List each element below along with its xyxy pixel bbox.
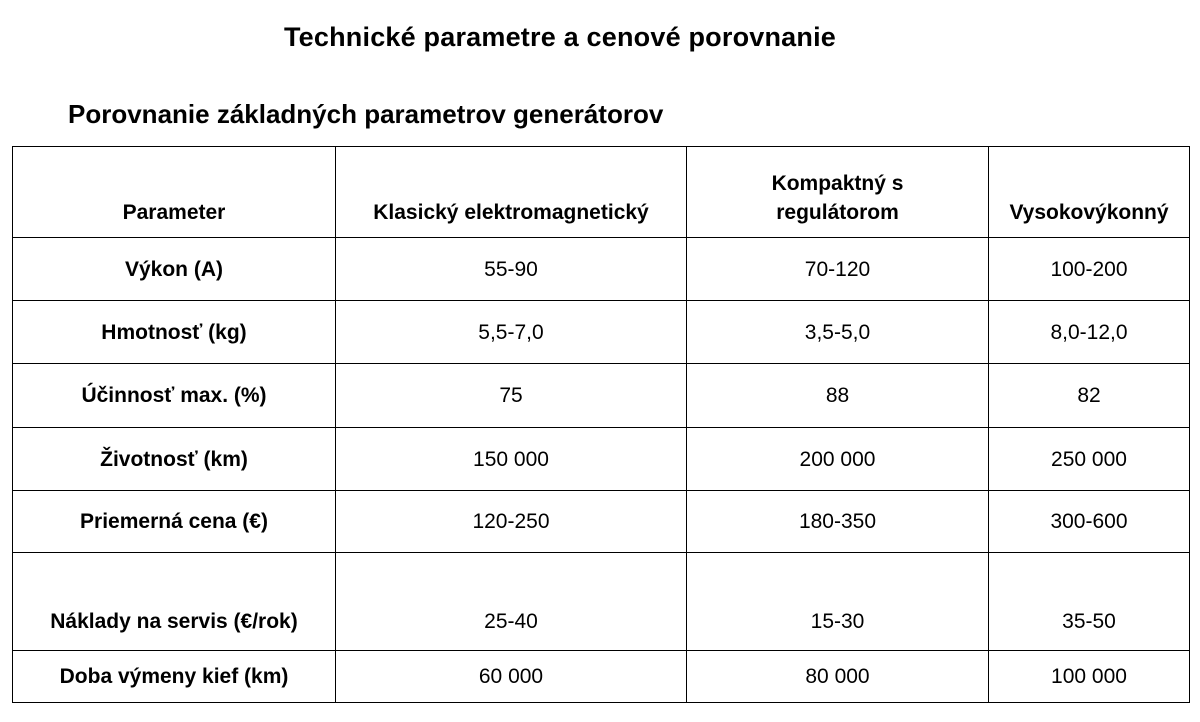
row-parameter-name: Priemerná cena (€) [13, 491, 336, 553]
parameters-table [12, 146, 1190, 703]
table-row [13, 651, 1190, 703]
row-value-vysokovykonny: 8,0-12,0 [989, 301, 1190, 364]
row-value-vysokovykonny: 250 000 [989, 428, 1190, 491]
header-vysokovykonny [989, 147, 1190, 238]
row-parameter-name: Výkon (A) [13, 238, 336, 301]
table-row [13, 428, 1190, 491]
row-value-kompaktny: 88 [687, 364, 989, 428]
page-title: Technické parametre a cenové porovnanie [283, 22, 837, 52]
row-parameter-name: Životnosť (km) [13, 428, 336, 491]
table-row [13, 491, 1190, 553]
header-klasicky: Klasický elektromagnetický [336, 147, 687, 238]
row-parameter-name: Účinnosť max. (%) [13, 364, 336, 428]
row-value-klasicky: 60 000 [336, 651, 687, 703]
row-parameter-name: Náklady na servis (€/rok) [13, 553, 336, 651]
table-row [13, 238, 1190, 301]
row-value-kompaktny: 70-120 [687, 238, 989, 301]
table-row [13, 553, 1190, 651]
section-title: Porovnanie základných parametrov generátorov [68, 99, 664, 129]
table-row [13, 364, 1190, 428]
row-value-vysokovykonny: 100-200 [989, 238, 1190, 301]
row-value-kompaktny: 3,5-5,0 [687, 301, 989, 364]
row-value-vysokovykonny: 300-600 [989, 491, 1190, 553]
row-value-klasicky: 5,5-7,0 [336, 301, 687, 364]
row-value-vysokovykonny: 82 [989, 364, 1190, 428]
row-value-klasicky: 55-90 [336, 238, 687, 301]
row-value-kompaktny: 180-350 [687, 491, 989, 553]
row-value-vysokovykonny: 100 000 [989, 651, 1190, 703]
table-header-row [13, 147, 1190, 238]
header-vysokovykonny-label: Vysokovýkonný [1009, 201, 1169, 224]
row-value-klasicky: 150 000 [336, 428, 687, 491]
header-kompaktny-label: Kompaktný s regulátorom [771, 172, 904, 224]
row-value-klasicky: 120-250 [336, 491, 687, 553]
row-value-kompaktny: 15-30 [687, 553, 989, 651]
row-value-klasicky: 75 [336, 364, 687, 428]
row-value-vysokovykonny: 35-50 [989, 553, 1190, 651]
row-parameter-name: Doba výmeny kief (km) [13, 651, 336, 703]
row-value-klasicky: 25-40 [336, 553, 687, 651]
row-value-kompaktny: 80 000 [687, 651, 989, 703]
header-parameter: Parameter [13, 147, 336, 238]
header-kompaktny [687, 147, 989, 238]
row-value-kompaktny: 200 000 [687, 428, 989, 491]
row-parameter-name: Hmotnosť (kg) [13, 301, 336, 364]
table-row [13, 301, 1190, 364]
